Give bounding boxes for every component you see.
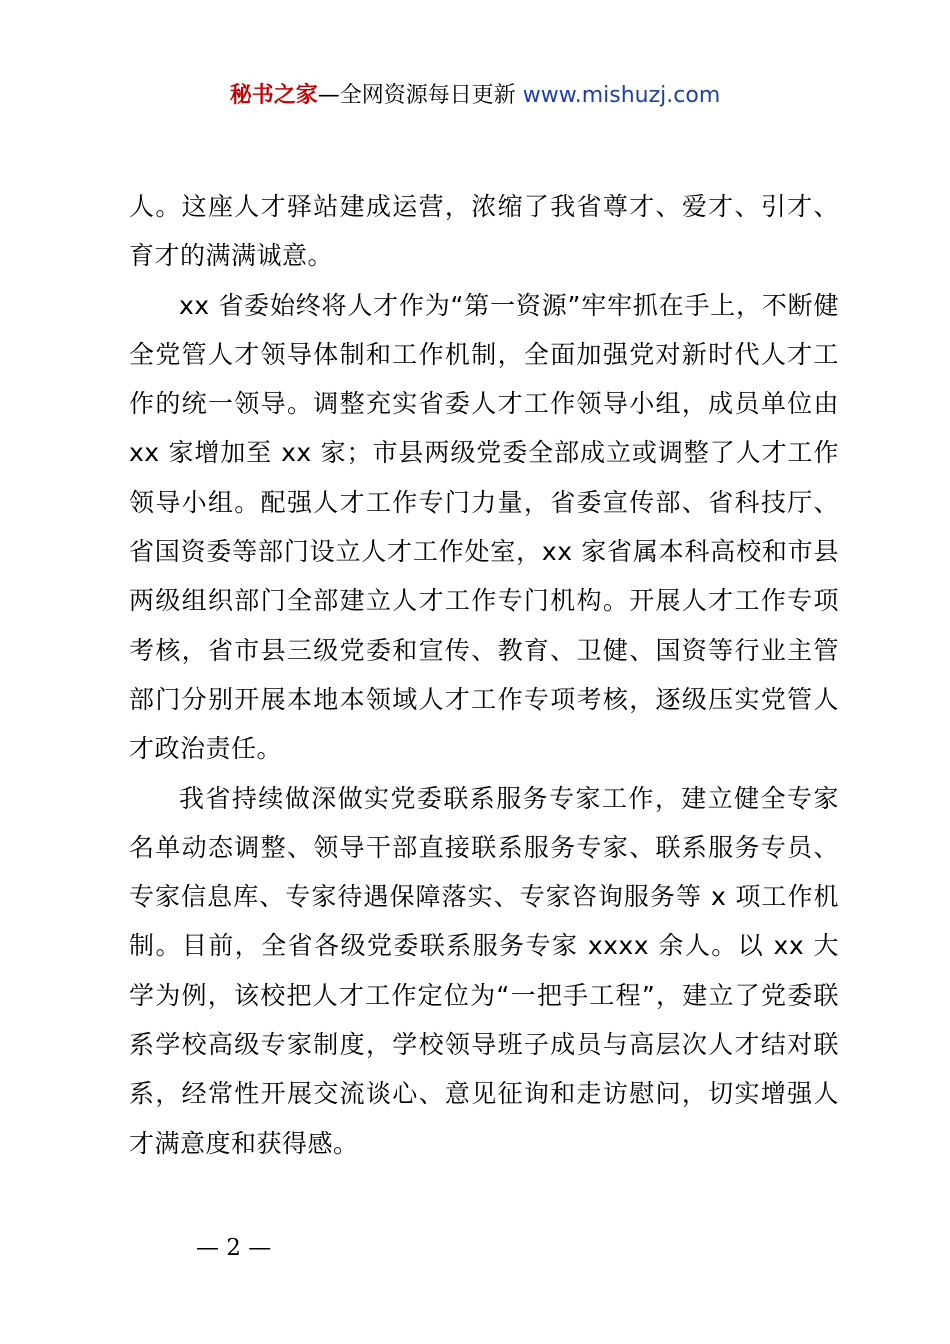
paragraph-continuation: 人。这座人才驿站建成运营，浓缩了我省尊才、爱才、引才、育才的满满诚意。 (129, 192, 839, 271)
website-link[interactable]: www.mishuzj.com (522, 83, 721, 108)
header-tagline: —全网资源每日更新 (317, 83, 516, 108)
page-number: — 2 — (196, 1235, 272, 1261)
paragraph: 我省持续做深做实党委联系服务专家工作，建立健全专家名单动态调整、领导干部直接联系服务专家、联系服务专员、专家信息库、专家待遇保障落实、专家咨询服务等 x 项工作机制。目前，全省各级党委联系服务专家 xxxx 余人。以 xx 大学为例，该校把人才工作定位为“一把手工程”，建立了党委联系学校高级专家制度，学校领导班子成员与高层次人才结对联系，经常性开展交流谈心、意见征询和走访慰问，切实增强人才满意度和获得感。 (129, 783, 839, 1158)
brand-name: 秘书之家 (229, 83, 318, 108)
document-body (129, 182, 839, 1168)
paragraph: xx 省委始终将人才作为“第一资源”牢牢抓在手上，不断健全党管人才领导体制和工作机制，全面加强党对新时代人才工作的统一领导。调整充实省委人才工作领导小组，成员单位由 xx 家增加至 xx 家；市县两级党委全部成立或调整了人才工作领导小组。配强人才工作专门力量，省委宣传部、省科技厅、省国资委等部门设立人才工作处室，xx 家省属本科高校和市县两级组织部门全部建立人才工作专门机构。开展人才工作专项考核，省市县三级党委和宣传、教育、卫健、国资等行业主管部门分别开展本地本领域人才工作专项考核，逐级压实党管人才政治责任。 (129, 290, 839, 764)
page-header (0, 79, 950, 113)
